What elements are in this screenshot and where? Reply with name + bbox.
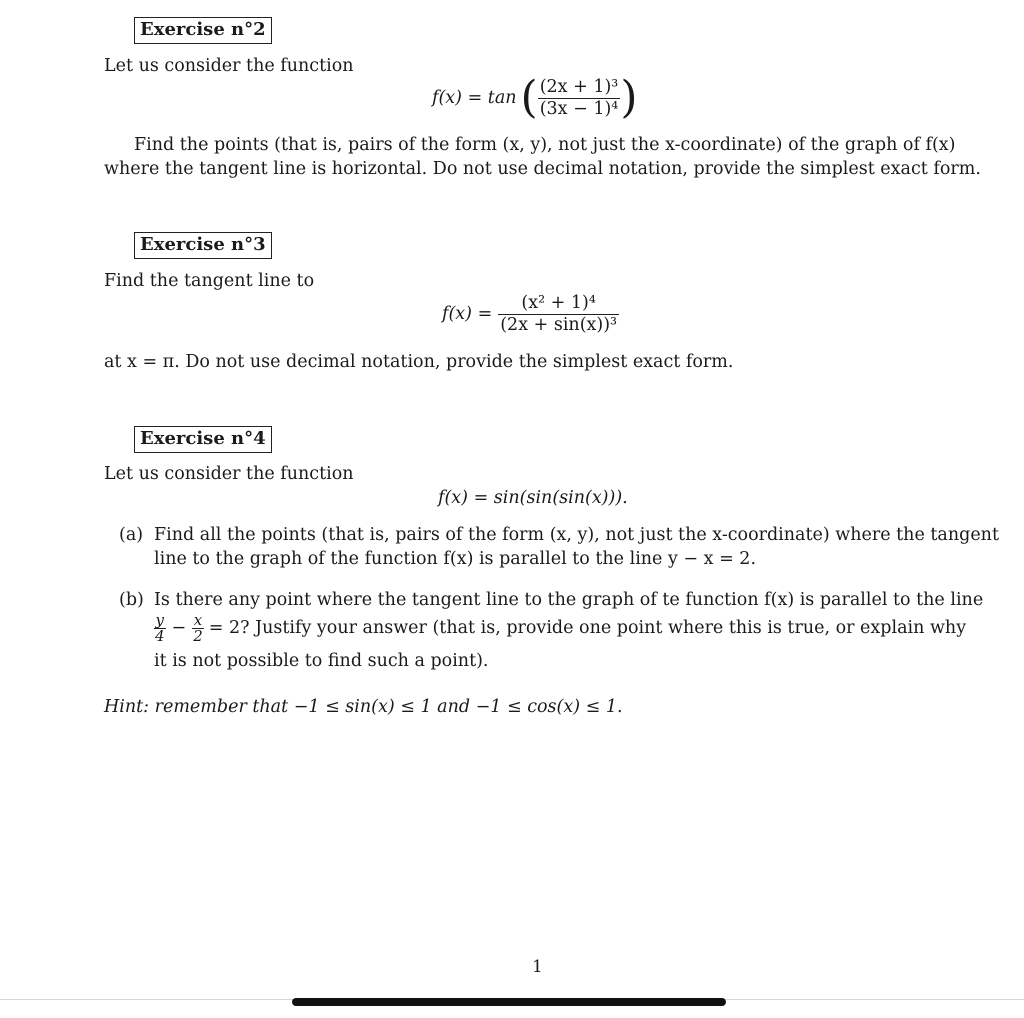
exercise-3-title: Exercise n°3 bbox=[134, 232, 272, 259]
exercise-2-text-line1: Find the points (that is, pairs of the form (x, y), not just the x-coordinate) of the graph of f(x) bbox=[134, 135, 956, 155]
exercise-2-title: Exercise n°2 bbox=[134, 17, 272, 44]
part-a-label: (a) bbox=[119, 525, 144, 545]
exercise-3-numerator: (x² + 1)⁴ bbox=[498, 293, 619, 315]
part-a-line1: Find all the points (that is, pairs of the form (x, y), not just the x-coordinate) where the tangent bbox=[154, 525, 999, 545]
exercise-3-after: at x = π. Do not use decimal notation, provide the simplest exact form. bbox=[104, 352, 734, 372]
exercise-2-intro: Let us consider the function bbox=[104, 56, 354, 76]
fraction-x-numerator: x bbox=[193, 610, 203, 629]
part-b-line2-rest: = 2? Justify your answer (that is, provide one point where this is true, or explain why bbox=[208, 618, 967, 638]
exercise-3-denominator: (2x + sin(x))³ bbox=[500, 314, 618, 335]
home-indicator-bar[interactable] bbox=[292, 998, 726, 1006]
exercise-3-formula bbox=[442, 288, 619, 340]
exercise-4-title: Exercise n°4 bbox=[134, 426, 272, 453]
hint: Hint: remember that −1 ≤ sin(x) ≤ 1 and −1 ≤ cos(x) ≤ 1. bbox=[104, 697, 623, 717]
exercise-4-intro: Let us consider the function bbox=[104, 464, 354, 484]
part-a-line2: line to the graph of the function f(x) is parallel to the line y − x = 2. bbox=[154, 549, 757, 569]
page-number: 1 bbox=[532, 957, 543, 977]
fraction-y-over-4 bbox=[154, 610, 166, 645]
left-paren: ( bbox=[520, 72, 538, 123]
part-b-line3: it is not possible to find such a point). bbox=[154, 651, 489, 671]
exercise-3-lhs: f(x) = bbox=[442, 304, 493, 324]
exercise-4-formula: f(x) = sin(sin(sin(x))). bbox=[438, 488, 628, 508]
exercise-2-formula bbox=[432, 72, 637, 124]
fraction-y-numerator: y bbox=[155, 610, 165, 629]
fraction-x-denominator: 2 bbox=[193, 626, 203, 645]
part-b-label: (b) bbox=[119, 590, 144, 610]
fraction-x-over-2 bbox=[192, 610, 204, 645]
part-b-line1: Is there any point where the tangent line to the graph of te function f(x) is parallel to the line bbox=[154, 590, 984, 610]
right-paren: ) bbox=[620, 72, 638, 123]
exercise-2-text-line2: where the tangent line is horizontal. Do not use decimal notation, provide the simplest exact form. bbox=[104, 159, 981, 179]
exercise-2-denominator: (3x − 1)⁴ bbox=[539, 98, 619, 119]
exercise-2-numerator: (2x + 1)³ bbox=[539, 76, 619, 97]
exercise-2-lhs: f(x) = tan bbox=[432, 88, 517, 108]
minus-sign: − bbox=[171, 618, 187, 638]
exercise-3-intro: Find the tangent line to bbox=[104, 271, 315, 291]
exercise-2-fraction bbox=[538, 77, 621, 120]
part-b-line2 bbox=[154, 610, 966, 646]
exercise-3-fraction bbox=[498, 293, 619, 336]
fraction-y-denominator: 4 bbox=[155, 626, 165, 645]
